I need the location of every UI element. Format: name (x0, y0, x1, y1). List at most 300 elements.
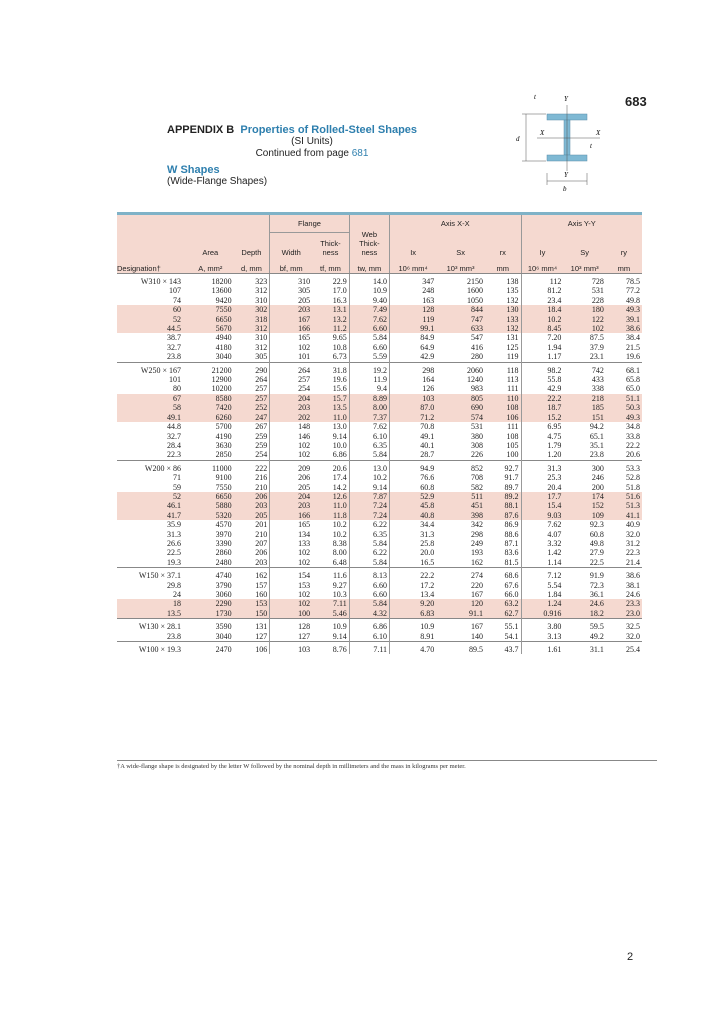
cell-sx: 274 (436, 568, 485, 581)
cell-area: 2850 (215, 450, 232, 460)
cell-area: 5320 (187, 511, 234, 520)
cell-area: 3390 (215, 538, 232, 548)
table-row (117, 422, 642, 431)
table-row (117, 315, 642, 324)
cell-sx: 1600 (466, 286, 483, 296)
cell-ry: 40.9 (626, 520, 640, 530)
table-row (117, 286, 642, 295)
cell-web-thickness: 8.00 (349, 403, 389, 412)
cell-ry: 32.5 (606, 619, 642, 632)
cell-rx: 138 (506, 277, 519, 286)
cell-rx: 100 (506, 450, 519, 460)
cell-designation: 46.1 (117, 501, 187, 510)
cell-sy: 151 (563, 413, 605, 422)
cell-rx: 108 (506, 431, 519, 441)
cell-flange-thickness: 11.2 (312, 324, 349, 333)
appendix-title: Properties of Rolled-Steel Shapes (240, 124, 418, 136)
page-number-bottom: 2 (627, 951, 634, 963)
cell-area: 7420 (187, 403, 234, 412)
diagram-bf-label: b (563, 185, 567, 193)
cell-flange-thickness: 7.11 (312, 599, 349, 608)
cell-designation: 26.6 (166, 538, 181, 548)
continued-page: 681 (351, 148, 369, 159)
cell-flange-thickness: 11.8 (312, 511, 349, 520)
cell-flange-width: 310 (270, 274, 312, 287)
cell-sx: 249 (470, 538, 483, 548)
cell-depth: 205 (234, 511, 270, 520)
cell-rx: 113 (506, 375, 519, 385)
cell-sy: 35.1 (589, 440, 604, 450)
cell-depth: 131 (234, 619, 270, 632)
cell-ix: 22.2 (390, 568, 437, 581)
cell-area: 3970 (215, 529, 232, 539)
cell-rx: 43.7 (485, 642, 521, 655)
cell-iy: 1.14 (521, 558, 563, 568)
cell-designation: W150 × 37.1 (117, 568, 187, 581)
section-title: W Shapes (167, 164, 220, 176)
cell-depth: 254 (255, 450, 268, 460)
table-row (117, 548, 642, 557)
cell-designation: 71 (172, 473, 181, 483)
cell-sy: 37.9 (589, 342, 604, 352)
cell-rx: 108 (485, 403, 521, 412)
cell-sy: 338 (591, 384, 604, 394)
cell-flange-thickness: 13.5 (312, 403, 349, 412)
cell-sy: 23.1 (589, 352, 604, 362)
cell-web-thickness: 6.35 (349, 530, 389, 539)
cell-flange-width: 102 (270, 548, 312, 557)
cell-rx: 63.2 (485, 599, 521, 608)
cell-area: 9420 (215, 295, 232, 305)
cell-rx: 89.2 (485, 492, 521, 501)
footnote: †A wide-flange shape is designated by the letter W followed by the nominal depth in millimeters and the mass in kilograms per meter. (117, 760, 657, 770)
cell-sy: 60.8 (589, 529, 604, 539)
cell-flange-thickness: 10.9 (312, 619, 349, 632)
cell-depth: 222 (234, 460, 270, 473)
cell-ix: 10.9 (390, 619, 437, 632)
cell-rx: 135 (506, 286, 519, 296)
cell-depth: 162 (234, 568, 270, 581)
table-row (117, 492, 642, 501)
cell-ix: 298 (390, 362, 437, 375)
cell-sx: 511 (436, 492, 485, 501)
cell-rx: 92.7 (485, 460, 521, 473)
cell-sy: 531 (591, 286, 604, 296)
cell-flange-thickness: 17.0 (332, 286, 347, 296)
header-sx: Sx (436, 233, 485, 258)
cell-designation: 29.8 (166, 580, 181, 590)
cell-depth: 247 (234, 413, 270, 422)
cell-web-thickness: 6.60 (349, 590, 389, 599)
cell-ix: 70.8 (390, 422, 437, 431)
cell-sx: 547 (470, 333, 483, 343)
cell-depth: 210 (255, 529, 268, 539)
cell-flange-width: 204 (270, 394, 312, 403)
cell-iy: 8.45 (521, 324, 563, 333)
cell-web-thickness: 14.0 (349, 274, 389, 287)
cell-web-thickness: 7.24 (349, 501, 389, 510)
cell-iy: 9.03 (521, 511, 563, 520)
cell-web-thickness: 7.87 (349, 492, 389, 501)
cell-rx: 67.6 (504, 580, 519, 590)
cell-iy: 1.20 (521, 450, 563, 460)
cell-flange-thickness: 9.14 (332, 431, 347, 441)
cell-designation: 22.5 (166, 548, 181, 558)
cell-iy: 4.07 (521, 530, 563, 539)
cell-iy: 55.8 (521, 375, 563, 384)
cell-sy: 92.3 (589, 520, 604, 530)
cell-sy: 49.8 (589, 538, 604, 548)
cell-flange-thickness: 11.6 (312, 568, 349, 581)
cell-ry: 78.5 (626, 277, 640, 286)
header-web: Web Thick- ness (349, 215, 389, 257)
cell-depth: 157 (255, 580, 268, 590)
cell-flange-width: 128 (270, 619, 312, 632)
cell-depth: 106 (234, 642, 270, 655)
cell-rx: 81.5 (504, 557, 519, 567)
cell-designation: 44.8 (166, 422, 181, 432)
w-shape-diagram (512, 93, 617, 193)
cell-designation: W310 × 143 (140, 277, 181, 286)
table-row (117, 352, 642, 362)
cell-area: 7550 (215, 482, 232, 492)
cell-sy: 22.5 (589, 557, 604, 567)
cell-designation: 59 (172, 482, 181, 492)
header-ix: Ix (390, 233, 437, 258)
cell-ry: 20.6 (626, 450, 640, 460)
cell-web-thickness: 6.22 (349, 548, 389, 557)
cell-flange-thickness: 9.65 (332, 333, 347, 343)
cell-web-thickness: 5.59 (349, 352, 389, 362)
cell-flange-thickness: 16.3 (332, 295, 347, 305)
cell-depth: 318 (234, 315, 270, 324)
cell-flange-thickness: 6.73 (332, 352, 347, 362)
cell-rx: 105 (506, 440, 519, 450)
cell-depth: 267 (255, 422, 268, 432)
cell-flange-width: 154 (270, 568, 312, 581)
cell-flange-width: 203 (270, 403, 312, 412)
cell-ry: 38.6 (606, 324, 642, 333)
cell-iy: 1.79 (521, 441, 563, 450)
table-row (117, 619, 642, 632)
cell-ix: 13.4 (390, 590, 437, 599)
cell-iy: 20.4 (521, 483, 563, 492)
table-row (117, 394, 642, 403)
cell-flange-width: 206 (270, 473, 312, 482)
cell-iy: 98.2 (521, 362, 563, 375)
cell-iy: 4.75 (521, 432, 563, 441)
cell-flange-thickness: 5.46 (312, 609, 349, 619)
cell-flange-width: 305 (270, 286, 312, 295)
cell-sy: 218 (563, 394, 605, 403)
cell-ry: 53.3 (606, 460, 642, 473)
cell-web-thickness: 7.24 (349, 511, 389, 520)
cell-sy: 728 (591, 277, 604, 286)
cell-depth: 203 (255, 557, 268, 567)
cell-sy: 200 (591, 482, 604, 492)
cell-ix: 87.0 (390, 403, 437, 412)
cell-iy: 7.12 (521, 568, 563, 581)
table-row (117, 590, 642, 599)
cell-iy: 10.2 (521, 315, 563, 324)
cell-rx: 89.7 (504, 482, 519, 492)
header-axis-xx: Axis X-X (390, 215, 521, 233)
header-ix-unit: 10⁶ mm⁴ (390, 257, 437, 274)
cell-designation: W250 × 167 (117, 362, 187, 375)
cell-designation: 80 (172, 384, 181, 394)
cell-flange-width: 209 (270, 460, 312, 473)
cell-flange-thickness: 13.0 (332, 422, 347, 432)
cell-sy: 94.2 (589, 422, 604, 432)
cell-flange-thickness: 10.8 (332, 342, 347, 352)
cell-flange-width: 205 (270, 296, 312, 305)
cell-ix: 52.9 (390, 492, 437, 501)
table-body (117, 274, 642, 655)
header-rx-unit: mm (485, 257, 521, 274)
cell-rx: 106 (485, 413, 521, 422)
cell-iy: 3.32 (521, 539, 563, 548)
cell-ry: 38.1 (626, 580, 640, 590)
cell-rx: 119 (506, 352, 519, 362)
header-thickness: Thick- ness (312, 233, 349, 258)
cell-web-thickness: 5.84 (349, 333, 389, 342)
cell-web-thickness: 5.84 (349, 558, 389, 568)
cell-designation: W200 × 86 (117, 460, 187, 473)
table-row (117, 413, 642, 422)
cell-flange-width: 264 (270, 362, 312, 375)
header-area-unit: A, mm² (187, 257, 234, 274)
cell-iy: 25.3 (521, 473, 563, 482)
cell-ry: 23.3 (606, 599, 642, 608)
cell-ix: 4.70 (390, 642, 437, 655)
cell-area: 5880 (187, 501, 234, 510)
cell-rx: 55.1 (485, 619, 521, 632)
cell-depth: 153 (234, 599, 270, 608)
cell-iy: 1.17 (521, 352, 563, 362)
header-depth-unit: d, mm (234, 257, 270, 274)
cell-ix: 99.1 (390, 324, 437, 333)
cell-iy: 1.94 (521, 343, 563, 352)
cell-flange-width: 148 (270, 422, 312, 431)
cell-sy: 122 (563, 315, 605, 324)
header-sx-unit: 10³ mm³ (436, 257, 485, 274)
cell-ry: 51.8 (626, 482, 640, 492)
cell-sy: 433 (591, 375, 604, 385)
cell-flange-thickness: 15.7 (312, 394, 349, 403)
table-row (117, 441, 642, 450)
cell-depth: 201 (255, 520, 268, 530)
cell-web-thickness: 6.10 (349, 432, 389, 441)
table-row (117, 362, 642, 375)
cell-ry: 24.6 (626, 590, 640, 599)
cell-ry: 68.1 (606, 362, 642, 375)
cell-rx: 132 (485, 324, 521, 333)
header-web-unit: tw, mm (349, 257, 389, 274)
cell-ix: 28.7 (390, 450, 437, 460)
cell-flange-width: 165 (270, 520, 312, 529)
table-row (117, 511, 642, 520)
diagram-d-label: d (516, 135, 520, 143)
cell-ry: 49.3 (606, 305, 642, 314)
cell-ry: 23.0 (606, 609, 642, 619)
cell-designation: 52 (117, 492, 187, 501)
cell-iy: 17.7 (521, 492, 563, 501)
cell-flange-width: 202 (270, 413, 312, 422)
cell-designation: 107 (168, 286, 181, 296)
cell-rx: 133 (485, 315, 521, 324)
cell-ix: 103 (390, 394, 437, 403)
cell-sy: 59.5 (563, 619, 605, 632)
cell-flange-width: 203 (270, 305, 312, 314)
table-row (117, 296, 642, 305)
cell-depth: 305 (255, 352, 268, 362)
cell-flange-width: 127 (270, 632, 312, 642)
cell-designation: 23.8 (166, 352, 181, 362)
cell-ry: 19.6 (626, 352, 640, 362)
cell-ix: 34.4 (390, 520, 437, 529)
cell-flange-width: 165 (270, 333, 312, 342)
cell-sx: 120 (436, 599, 485, 608)
cell-flange-width: 102 (270, 450, 312, 460)
header-depth: Depth (234, 233, 270, 258)
cell-ry: 32.0 (626, 529, 640, 539)
cell-rx: 118 (485, 362, 521, 375)
cell-ry: 65.0 (626, 384, 640, 394)
cell-ix: 16.5 (390, 558, 437, 568)
cell-flange-thickness: 8.00 (332, 548, 347, 558)
cell-depth: 252 (234, 403, 270, 412)
cell-depth: 207 (255, 538, 268, 548)
cell-sx: 226 (470, 450, 483, 460)
cell-area: 4940 (215, 333, 232, 343)
cell-area: 3630 (215, 440, 232, 450)
cell-area: 2860 (215, 548, 232, 558)
cell-designation: 18 (117, 599, 187, 608)
cell-web-thickness: 11.9 (349, 375, 389, 384)
cell-area: 3040 (215, 631, 232, 641)
cell-designation: 44.5 (117, 324, 187, 333)
header-ry-unit: mm (606, 257, 642, 274)
diagram-tw-label: t (590, 142, 592, 150)
cell-ry: 65.8 (626, 375, 640, 385)
cell-flange-width: 103 (270, 642, 312, 655)
cell-rx: 91.7 (504, 473, 519, 483)
cell-flange-width: 102 (270, 590, 312, 599)
cell-designation: 23.8 (166, 631, 181, 641)
table-row (117, 632, 642, 642)
cell-sx: 398 (436, 511, 485, 520)
cell-depth: 259 (255, 440, 268, 450)
cell-depth: 310 (255, 295, 268, 305)
cell-flange-thickness: 13.1 (312, 305, 349, 314)
cell-iy: 81.2 (521, 286, 563, 295)
cell-flange-width: 102 (270, 599, 312, 608)
cell-flange-thickness: 10.3 (332, 590, 347, 599)
cell-web-thickness: 4.32 (349, 609, 389, 619)
cell-web-thickness: 6.35 (349, 441, 389, 450)
table-row (117, 333, 642, 342)
cell-flange-width: 153 (270, 581, 312, 590)
cell-iy: 1.61 (521, 642, 563, 655)
cell-flange-thickness: 13.2 (312, 315, 349, 324)
diagram-x-left: X (540, 129, 545, 137)
cell-ix: 25.8 (390, 539, 437, 548)
cell-rx: 111 (507, 384, 519, 394)
cell-rx: 54.1 (504, 631, 519, 641)
cell-iy: 112 (521, 274, 563, 287)
table-row (117, 343, 642, 352)
cell-sx: 582 (470, 482, 483, 492)
cell-area: 13600 (211, 286, 232, 296)
cell-web-thickness: 6.60 (349, 343, 389, 352)
diagram-y-bottom: Y (564, 171, 568, 179)
cell-flange-width: 134 (270, 530, 312, 539)
cell-ry: 22.3 (626, 548, 640, 558)
cell-ix: 164 (390, 375, 437, 384)
cell-iy: 22.2 (521, 394, 563, 403)
cell-sx: 167 (470, 590, 483, 599)
cell-flange-thickness: 8.76 (312, 642, 349, 655)
cell-area: 5670 (187, 324, 234, 333)
table-row (117, 539, 642, 548)
cell-area: 6260 (187, 413, 234, 422)
cell-flange-thickness: 31.8 (312, 362, 349, 375)
cell-iy: 18.4 (521, 305, 563, 314)
cell-ix: 347 (390, 274, 437, 287)
properties-table (117, 212, 642, 654)
cell-ry: 49.3 (606, 413, 642, 422)
cell-ix: 9.20 (390, 599, 437, 608)
cell-depth: 206 (255, 548, 268, 558)
cell-designation: 74 (172, 295, 181, 305)
cell-web-thickness: 7.62 (349, 315, 389, 324)
cell-ry: 21.4 (626, 557, 640, 567)
cell-iy: 18.7 (521, 403, 563, 412)
cell-web-thickness: 8.13 (349, 568, 389, 581)
cell-flange-thickness: 11.0 (312, 413, 349, 422)
table-row (117, 558, 642, 568)
table-row (117, 324, 642, 333)
cell-depth: 310 (255, 333, 268, 343)
cell-flange-thickness: 8.38 (332, 538, 347, 548)
cell-sy: 31.1 (563, 642, 605, 655)
cell-ix: 128 (390, 305, 437, 314)
header-iy: Iy (521, 233, 563, 258)
diagram-x-right: X (596, 129, 601, 137)
cell-web-thickness: 5.84 (349, 539, 389, 548)
cell-flange-thickness: 22.9 (332, 277, 347, 286)
cell-web-thickness: 9.14 (349, 483, 389, 492)
cell-flange-width: 100 (270, 609, 312, 619)
cell-sy: 152 (563, 501, 605, 510)
table-row (117, 384, 642, 393)
cell-ix: 94.9 (390, 460, 437, 473)
cell-rx: 83.6 (504, 548, 519, 558)
cell-web-thickness: 9.4 (349, 384, 389, 393)
cell-flange-width: 254 (270, 384, 312, 393)
cell-rx: 131 (506, 333, 519, 343)
cell-rx: 87.1 (504, 538, 519, 548)
cell-web-thickness: 6.86 (349, 619, 389, 632)
cell-area: 4570 (215, 520, 232, 530)
cell-designation: 31.3 (166, 529, 181, 539)
header-rx: rx (485, 233, 521, 258)
cell-depth: 257 (234, 394, 270, 403)
cell-rx: 130 (485, 305, 521, 314)
cell-rx: 125 (506, 342, 519, 352)
cell-web-thickness: 5.84 (349, 450, 389, 460)
cell-depth: 127 (255, 631, 268, 641)
